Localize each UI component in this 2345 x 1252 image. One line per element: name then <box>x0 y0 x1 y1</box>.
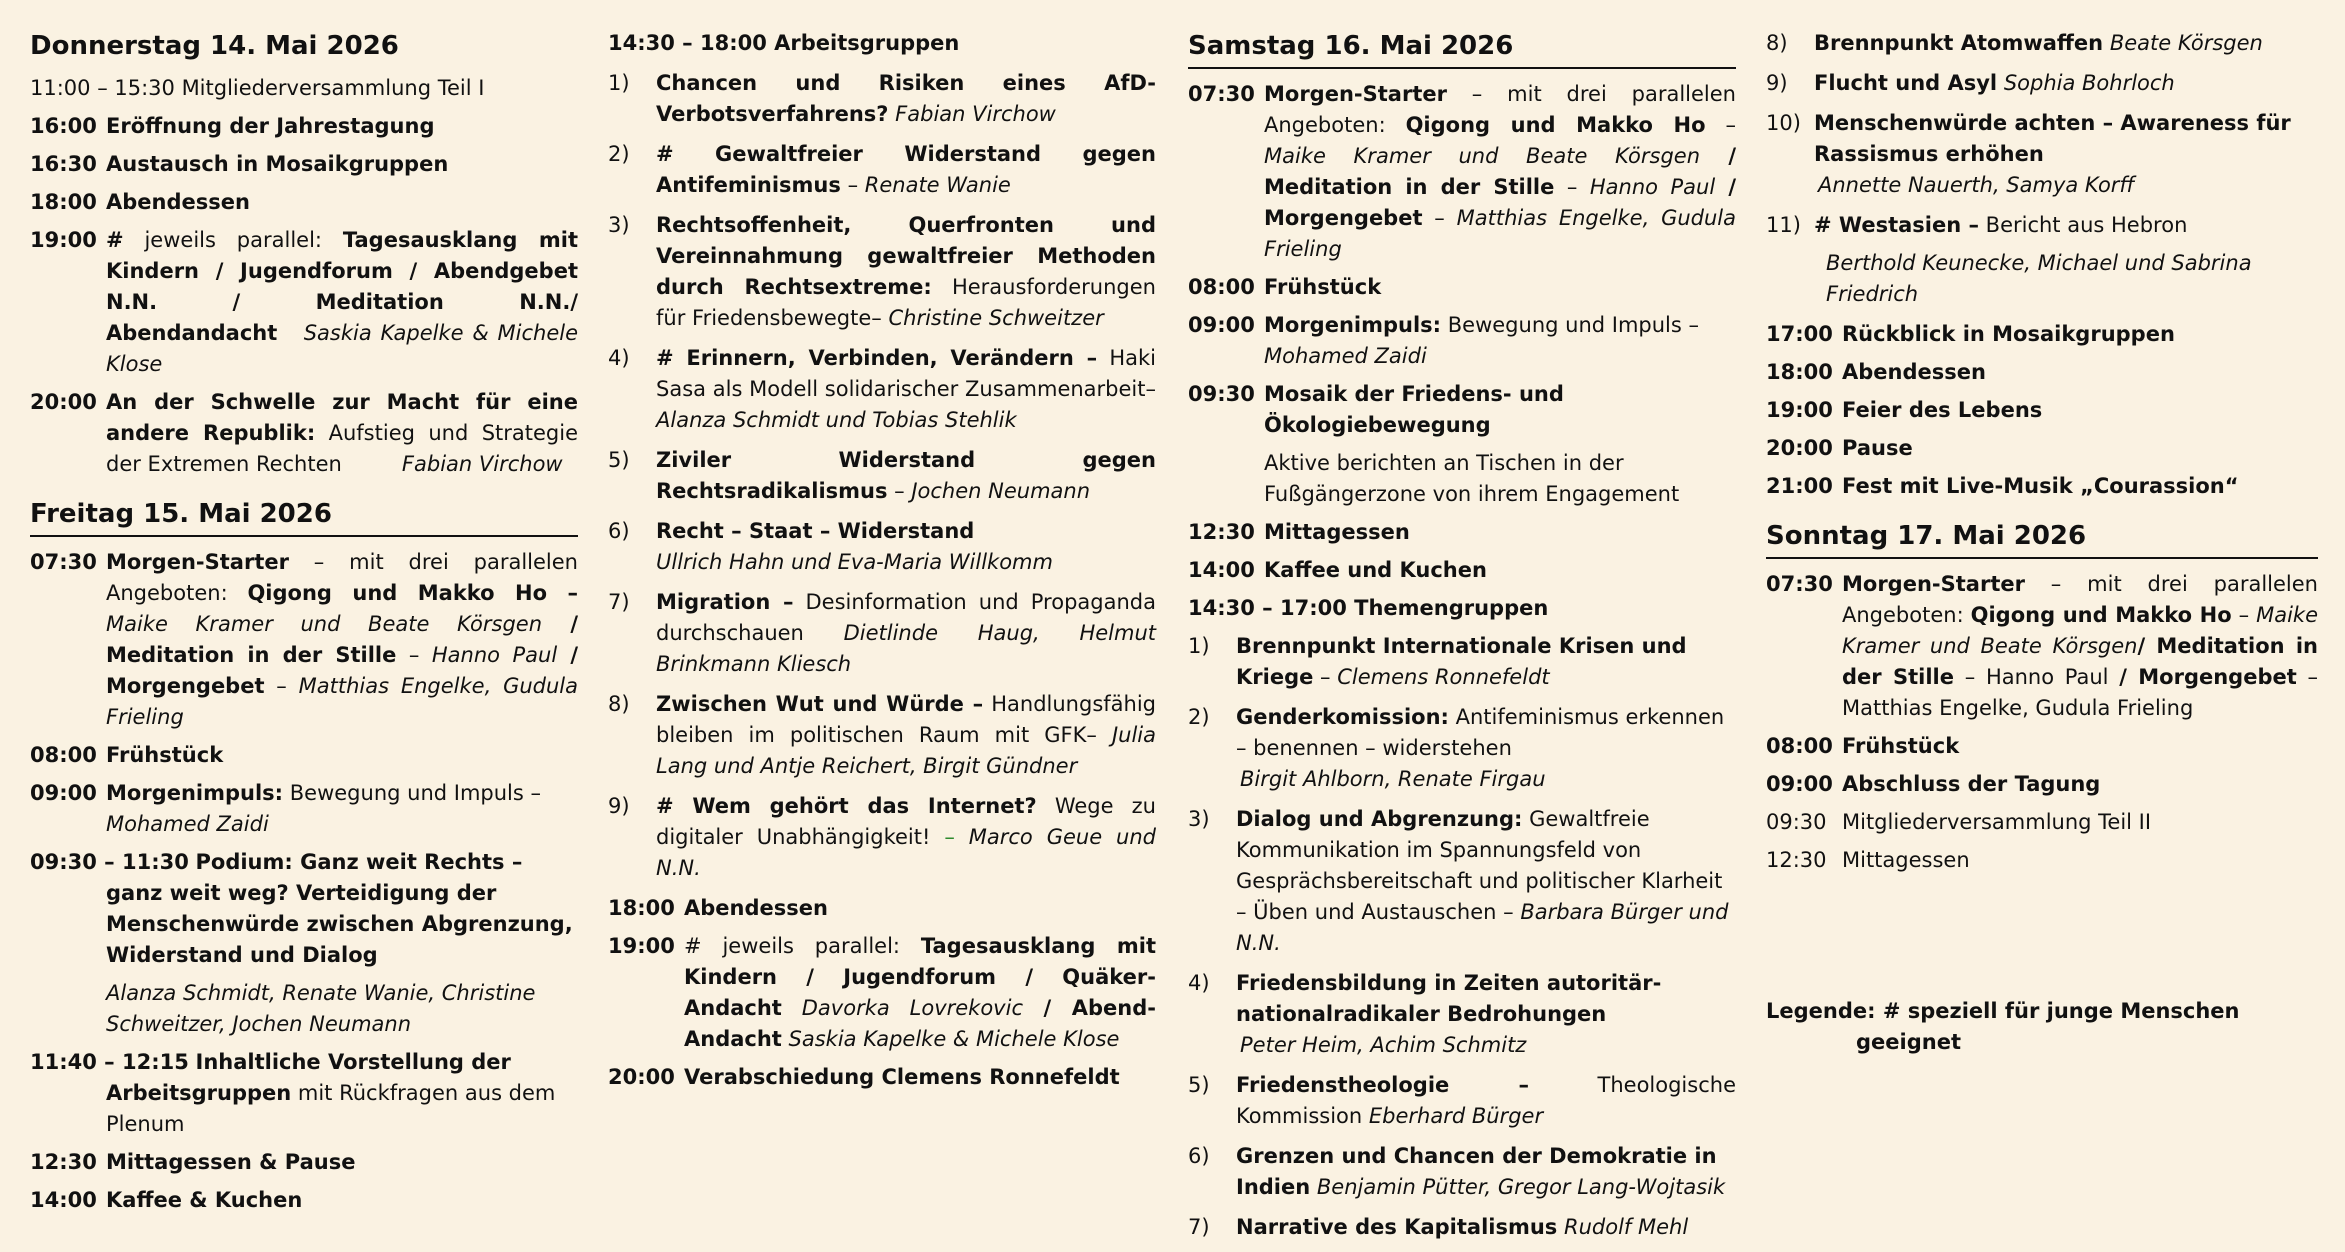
schedule-entry <box>30 1185 578 1216</box>
item-people-text: Annette Nauerth, Samya Korff <box>1818 173 2135 197</box>
entry-text: – <box>396 643 432 667</box>
workgroups-heading <box>608 28 1156 59</box>
entry-title: Mosaik der Friedens- und Ökologiebewegung <box>1264 382 1564 437</box>
schedule-entry <box>1766 569 2318 724</box>
item-number: 3) <box>608 213 630 237</box>
entry-time: 20:00 <box>608 1065 675 1089</box>
entry-title: Morgen-Starter <box>1264 82 1447 106</box>
schedule-entry <box>30 149 578 180</box>
entry-text: Bewegung und Impuls – <box>1441 313 1699 337</box>
column-3 <box>1188 28 1736 1252</box>
entry-time: 18:00 <box>30 190 97 214</box>
item-people-text: Birgit Ahlborn, Renate Firgau <box>1240 767 1546 791</box>
entry-time: 11:40 – 12:15 <box>30 1050 189 1074</box>
entry-time: 14:00 <box>30 1188 97 1212</box>
entry-title: Feier des Lebens <box>1842 398 2043 422</box>
numbered-item <box>1188 1070 1736 1132</box>
item-title: Friedenstheologie – <box>1236 1073 1529 1097</box>
entry-people: Maike Kramer und Beate Körsgen <box>1842 603 2318 658</box>
numbered-item <box>608 343 1156 436</box>
entry-text: # jeweils parallel: <box>684 934 921 958</box>
entry-title: Mitgliederversammlung Teil II <box>1842 810 2152 834</box>
schedule-entry <box>1766 769 2318 800</box>
entry-title: Abschluss der Tagung <box>1842 772 2101 796</box>
item-text: Gewaltfreie Kommunikation im Spannungsfeld von Gesprächsbereitschaft und politischer Klarheit – Üben und Austauschen – <box>1236 807 1723 924</box>
item-people: Barbara Bürger und N.N. <box>1236 900 1729 955</box>
item-body <box>1814 108 2318 201</box>
entry-text: jeweils parallel: <box>123 228 343 252</box>
workgroups-heading-text: 14:30 – 18:00 Arbeitsgruppen <box>608 31 960 55</box>
item-title: Migration – <box>656 590 794 614</box>
entry-title: Abendessen <box>1842 360 1986 384</box>
entry-people: Matthias Engelke, Gudula Frieling <box>1264 206 1736 261</box>
entry-time: 19:00 <box>608 934 675 958</box>
item-people: Benjamin Pütter, Gregor Lang-Wojtasik <box>1316 1175 1726 1199</box>
item-people <box>1814 170 2318 201</box>
entry-time: 09:30 – 11:30 <box>30 850 189 874</box>
entry-title: Kaffee & Kuchen <box>106 1188 303 1212</box>
day-heading-friday: Freitag 15. Mai 2026 <box>30 496 578 537</box>
entry-title: Podium: Ganz weit Rechts – ganz weit weg? Verteidigung der Menschenwürde zwischen Abgrenzung, Widerstand und Dialog <box>106 850 573 967</box>
entry-title: / Morgengebet <box>2119 665 2297 689</box>
item-people: Sophia Bohrloch <box>2003 71 2175 95</box>
entry-title: An der Schwelle zur Macht für eine andere Republik: <box>106 390 578 445</box>
item-body <box>1236 804 1736 959</box>
item-people: Ullrich Hahn und Eva-Maria Willkomm <box>656 550 1053 574</box>
item-body <box>656 68 1156 130</box>
item-people-text: Berthold Keunecke, Michael und Sabrina Friedrich <box>1826 251 2252 306</box>
entry-time: 12:30 <box>1766 848 1827 872</box>
entry-time: 12:30 <box>1188 520 1255 544</box>
item-body <box>1814 68 2318 99</box>
entry-time: 16:00 <box>30 114 97 138</box>
entry-text: – Matthias Engelke, Gudula Frieling <box>1842 665 2319 720</box>
entry-title: Morgen-Starter <box>1842 572 2025 596</box>
entry-people: Saskia Kapelke & Michele Klose <box>781 1027 1120 1051</box>
item-number: 2) <box>608 142 630 166</box>
entry-title: Abendessen <box>106 190 250 214</box>
podium-people: Alanza Schmidt, Renate Wanie, Christine Schweitzer, Jochen Neumann <box>106 981 536 1036</box>
entry-body <box>1842 319 2318 350</box>
schedule-entry <box>30 225 578 380</box>
item-text: Herausforderungen für Friedensbewegte– <box>656 275 1156 330</box>
entry-title: Fest mit Live-Musik „Courassion“ <box>1842 474 2239 498</box>
entry-people: Hanno Paul <box>431 643 558 667</box>
numbered-item <box>608 791 1156 884</box>
entry-title: / Abend-Andacht <box>684 996 1156 1051</box>
item-number: 10) <box>1766 111 1801 135</box>
entry-title: Rückblick in Mosaikgruppen <box>1842 322 2175 346</box>
entry-text: mit Rückfragen aus dem Plenum <box>106 1081 556 1136</box>
item-title: # Gewaltfreier Widerstand gegen Antifeminismus <box>656 142 1156 197</box>
item-title: # Erinnern, Verbinden, Verändern – <box>656 346 1098 370</box>
entry-time: 09:30 <box>1766 810 1827 834</box>
entry-time: 18:00 <box>1766 360 1833 384</box>
item-title: Brennpunkt Atomwaffen <box>1814 31 2104 55</box>
schedule-entry <box>30 187 578 218</box>
entry-time: 08:00 <box>1188 275 1255 299</box>
item-number: 11) <box>1766 213 1801 237</box>
numbered-item <box>608 445 1156 507</box>
schedule-entry-podium <box>30 847 578 971</box>
item-text: – <box>840 173 865 197</box>
item-number: 1) <box>608 71 630 95</box>
entry-text: – <box>1705 113 1736 137</box>
item-title: Zwischen Wut und Würde – <box>656 692 984 716</box>
entry-title: Abendessen <box>684 896 828 920</box>
numbered-item <box>608 210 1156 334</box>
entry-text: – <box>264 674 299 698</box>
entry-time: 07:30 <box>1188 82 1255 106</box>
day-heading-thursday: Donnerstag 14. Mai 2026 <box>30 31 399 61</box>
column-4 <box>1766 28 2318 1058</box>
item-number: 1) <box>1188 634 1210 658</box>
schedule-entry <box>1188 379 1736 510</box>
entry-people: Saskia Kapelke & Michele Klose <box>106 321 578 376</box>
item-text <box>1557 1215 1564 1239</box>
item-title: Rechtsoffenheit, Querfronten und Vereinnahmung gewaltfreier Methoden durch Rechtsextreme: <box>656 213 1156 299</box>
entry-people: Matthias Engelke, Gudula Frieling <box>106 674 578 729</box>
item-number: 2) <box>1188 705 1210 729</box>
item-title: Genderkomission: <box>1236 705 1449 729</box>
item-number: 5) <box>608 448 630 472</box>
entry-title: Eröffnung der Jahrestagung <box>106 114 435 138</box>
entry-time: 12:30 <box>30 1150 97 1174</box>
item-people: Fabian Virchow <box>895 102 1056 126</box>
schedule-entry <box>30 387 578 480</box>
numbered-item <box>1188 968 1736 1061</box>
item-title: Recht – Staat – Widerstand <box>656 519 975 543</box>
entry-text: – <box>1554 175 1590 199</box>
entry-time: 09:00 <box>1766 772 1833 796</box>
entry-title: Inhaltliche Vorstellung der Arbeitsgruppen <box>106 1050 511 1105</box>
numbered-item <box>1188 702 1736 795</box>
workgroups-list <box>608 68 1156 884</box>
youth-marker: # <box>106 228 124 252</box>
entry-time: 19:00 <box>30 228 97 252</box>
entry-title: Tagesausklang mit Kindern / Jugendforum / Quäker-Andacht <box>684 934 1157 1020</box>
entry-people: Maike Kramer und Beate Körsgen <box>106 612 543 636</box>
numbered-item <box>608 516 1156 578</box>
entry-people: Fabian Virchow <box>401 452 563 476</box>
entry-text: Bewegung und Impuls – <box>283 781 541 805</box>
item-people: Julia Lang und Antje Reichert, Birgit Gündner <box>656 723 1156 778</box>
item-text: – <box>887 479 912 503</box>
entry-title: Frühstück <box>1842 734 1960 758</box>
column-2 <box>608 28 1156 1100</box>
item-text <box>1997 71 2004 95</box>
entry-time: 16:30 <box>30 152 97 176</box>
schedule-entry <box>1766 731 2318 762</box>
entry-people: Hanno Paul <box>1589 175 1716 199</box>
entry-time: 07:30 <box>30 550 97 574</box>
entry-body <box>1842 471 2318 502</box>
item-title: Chancen und Risiken eines AfD-Verbotsverfahrens? <box>656 71 1156 126</box>
schedule-entry <box>1188 79 1736 265</box>
item-people <box>1236 764 1736 795</box>
entry-title: Frühstück <box>1264 275 1382 299</box>
entry-text: Aufstieg und Strategie der Extremen Rechten <box>106 421 578 476</box>
entry-title: Pause <box>1842 436 1913 460</box>
entry-time: 08:00 <box>1766 734 1833 758</box>
entry-body <box>1842 357 2318 388</box>
entry-text: – Hanno Paul <box>1954 665 2120 689</box>
entry-title: / Morgengebet <box>106 643 578 698</box>
themegroups-list-continued <box>1766 28 2318 310</box>
item-title: Friedensbildung in Zeiten autoritär-nationalradikaler Bedrohungen <box>1236 971 1662 1026</box>
item-body <box>656 139 1156 201</box>
schedule-entry <box>1766 807 2318 838</box>
item-text: Theologische Kommission <box>1236 1073 1736 1128</box>
entry-title: Tagesausklang mit Kindern / Jugendforum / Abendgebet N.N. / Meditation N.N./ Abendandacht <box>106 228 578 345</box>
numbered-item <box>608 139 1156 201</box>
item-body <box>1236 1141 1736 1203</box>
item-body <box>1814 210 2318 310</box>
numbered-item <box>608 68 1156 130</box>
schedule-entry <box>30 778 578 840</box>
entry-text: – mit drei parallelen Angeboten: <box>1842 572 2318 627</box>
item-number: 3) <box>1188 807 1210 831</box>
item-title: Narrative des Kapitalismus <box>1236 1215 1558 1239</box>
schedule-entry <box>1188 310 1736 372</box>
schedule-entry <box>1766 471 2318 502</box>
item-text <box>2103 31 2110 55</box>
themegroups-list <box>1188 631 1736 1243</box>
schedule-entry <box>1188 517 1736 548</box>
entry-people: Mohamed Zaidi <box>106 812 269 836</box>
numbered-item <box>1766 28 2318 59</box>
item-text: Bericht aus Hebron <box>1978 213 2188 237</box>
item-number: 9) <box>1766 71 1788 95</box>
item-dash: – <box>944 825 955 849</box>
entry-title: Austausch in Mosaikgruppen <box>106 152 449 176</box>
item-body <box>1236 631 1736 693</box>
item-title: Brennpunkt Internationale Krisen und Kriege <box>1236 634 1687 689</box>
entry-title: Qigong und Makko Ho – <box>247 581 578 605</box>
entry-text: – mit drei parallelen Angeboten: <box>106 550 578 605</box>
schedule-entry <box>1188 555 1736 586</box>
schedule-entry <box>608 1062 1156 1093</box>
item-text: Handlungsfähig bleiben im politischen Raum mit GFK– <box>656 692 1157 747</box>
numbered-item <box>1766 210 2318 310</box>
entry-time: 14:00 <box>1188 558 1255 582</box>
entry-time: 21:00 <box>1766 474 1833 498</box>
item-people: Dietlinde Haug, Helmut Brinkmann Kliesch <box>656 621 1156 676</box>
item-text: Wege zu digitaler Unabhängigkeit! <box>656 794 1156 849</box>
item-title: Grenzen und Chancen der Demokratie in Indien <box>1236 1144 1717 1199</box>
entry-title: / Morgengebet <box>1264 175 1736 230</box>
day-heading-sunday: Sonntag 17. Mai 2026 <box>1766 518 2318 559</box>
entry-title: / Meditation in der Stille <box>1264 144 1736 199</box>
item-people: Rudolf Mehl <box>1564 1215 1689 1239</box>
item-body <box>656 689 1156 782</box>
entry-title: Mittagessen <box>1264 520 1410 544</box>
item-people: Jochen Neumann <box>911 479 1091 503</box>
numbered-item <box>1188 1212 1736 1243</box>
entry-title: Morgen-Starter <box>106 550 289 574</box>
themegroups-heading <box>1188 593 1736 624</box>
entry-title: Qigong und Makko Ho <box>1405 113 1706 137</box>
schedule-entry <box>30 740 578 771</box>
entry-body <box>1842 433 2318 464</box>
entry-text: – <box>1422 206 1457 230</box>
entry-time: 20:00 <box>30 390 97 414</box>
item-people <box>1814 248 2318 310</box>
item-text: Antifeminismus erkennen – benennen – widerstehen <box>1236 705 1725 760</box>
schedule-entry <box>1766 845 2318 876</box>
numbered-item <box>608 689 1156 782</box>
item-text: Desinformation und Propaganda durchschauen <box>656 590 1156 645</box>
item-title: Menschenwürde achten – Awareness für Rassismus erhöhen <box>1814 111 2291 166</box>
item-number: 6) <box>608 519 630 543</box>
item-number: 8) <box>608 692 630 716</box>
entry-title: / Meditation in der Stille <box>1842 634 2318 689</box>
entry-time: 17:00 <box>1766 322 1833 346</box>
entry-title: Morgenimpuls: <box>106 781 284 805</box>
schedule-entry <box>30 1147 578 1178</box>
item-title: Flucht und Asyl <box>1814 71 1998 95</box>
schedule-entry <box>30 547 578 733</box>
item-number: 7) <box>1188 1215 1210 1239</box>
item-people <box>1236 1030 1736 1061</box>
schedule-entry-vorstellung <box>30 1047 578 1140</box>
numbered-item <box>608 587 1156 680</box>
item-title: Dialog und Abgrenzung: <box>1236 807 1523 831</box>
entry-people <box>106 978 578 1040</box>
item-number: 4) <box>1188 971 1210 995</box>
schedule-entry <box>1188 272 1736 303</box>
legend: Legende: # speziell für junge Menschen geeignet <box>1766 999 2240 1054</box>
entry-people: Maike Kramer und Beate Körsgen <box>1264 144 1701 168</box>
item-number: 4) <box>608 346 630 370</box>
entry-time: 19:00 <box>1766 398 1833 422</box>
item-body <box>656 210 1156 334</box>
numbered-item <box>1188 1141 1736 1203</box>
item-body <box>656 343 1156 436</box>
entry-time: 18:00 <box>608 896 675 920</box>
entry-time: 09:30 <box>1188 382 1255 406</box>
item-people: Eberhard Bürger <box>1368 1104 1544 1128</box>
item-people-text: Peter Heim, Achim Schmitz <box>1240 1033 1527 1057</box>
item-title: # Westasien – <box>1814 213 1979 237</box>
item-number: 9) <box>608 794 630 818</box>
item-body <box>1814 28 2318 59</box>
item-number: 7) <box>608 590 630 614</box>
column-1 <box>30 28 578 1223</box>
numbered-item <box>1188 804 1736 959</box>
schedule-entry <box>1766 319 2318 350</box>
item-people: Clemens Ronnefeldt <box>1337 665 1550 689</box>
entry-title: Qigong und Makko Ho <box>1970 603 2232 627</box>
entry-time: 07:30 <box>1766 572 1833 596</box>
entry-title: Mittagessen <box>1842 848 1970 872</box>
entry-time: 09:00 <box>30 781 97 805</box>
schedule-entry <box>1766 357 2318 388</box>
numbered-item <box>1766 108 2318 201</box>
entry-time: 20:00 <box>1766 436 1833 460</box>
entry-text: – mit drei parallelen Angeboten: <box>1264 82 1736 137</box>
item-body <box>1236 968 1736 1061</box>
entry-text: Aktive berichten an Tischen in der Fußgängerzone von ihrem Engagement <box>1264 451 1680 506</box>
item-people: Marco Geue und N.N. <box>656 825 1156 880</box>
item-people: Beate Körsgen <box>2109 31 2263 55</box>
item-body <box>656 516 1156 578</box>
item-text <box>1310 1175 1317 1199</box>
entry-title: Verabschiedung Clemens Ronnefeldt <box>684 1065 1120 1089</box>
item-title: # Wem gehört das Internet? <box>656 794 1037 818</box>
item-text: Haki Sasa als Modell solidarischer Zusammenarbeit– <box>656 346 1156 401</box>
entry-title: Morgenimpuls: <box>1264 313 1442 337</box>
entry-people: Davorka Lovrekovic <box>781 996 1023 1020</box>
entry-title: Frühstück <box>106 743 224 767</box>
day-heading-saturday: Samstag 16. Mai 2026 <box>1188 28 1736 69</box>
item-body <box>1236 1212 1736 1243</box>
schedule-entry <box>608 931 1156 1055</box>
item-people: Renate Wanie <box>864 173 1011 197</box>
item-people: Alanza Schmidt und Tobias Stehlik <box>656 408 1017 432</box>
item-number: 5) <box>1188 1073 1210 1097</box>
themegroups-heading-text: 14:30 – 17:00 Themengruppen <box>1188 596 1549 620</box>
item-body <box>656 791 1156 884</box>
entry-text: – <box>2231 603 2257 627</box>
entry-people: Mohamed Zaidi <box>1264 344 1427 368</box>
entry-body <box>1842 395 2318 426</box>
item-people: Christine Schweitzer <box>888 306 1104 330</box>
mv-line: 11:00 – 15:30 Mitgliederversammlung Teil I <box>30 76 485 100</box>
item-number: 8) <box>1766 31 1788 55</box>
item-body <box>1236 702 1736 795</box>
entry-title: Mittagessen & Pause <box>106 1150 356 1174</box>
schedule-entry <box>1766 395 2318 426</box>
item-body <box>656 445 1156 507</box>
item-body <box>656 587 1156 680</box>
saturday-evening-list <box>1766 319 2318 502</box>
item-body <box>1236 1070 1736 1132</box>
numbered-item <box>1188 631 1736 693</box>
schedule-entry <box>30 111 578 142</box>
schedule-entry <box>1766 433 2318 464</box>
item-title: Ziviler Widerstand gegen Rechtsradikalismus <box>656 448 1156 503</box>
schedule-entry <box>608 893 1156 924</box>
entry-title: / Meditation in der Stille <box>106 612 578 667</box>
entry-time: 08:00 <box>30 743 97 767</box>
entry-title: Kaffee und Kuchen <box>1264 558 1487 582</box>
item-text: – <box>1313 665 1338 689</box>
numbered-item <box>1766 68 2318 99</box>
entry-time: 09:00 <box>1188 313 1255 337</box>
item-number: 6) <box>1188 1144 1210 1168</box>
